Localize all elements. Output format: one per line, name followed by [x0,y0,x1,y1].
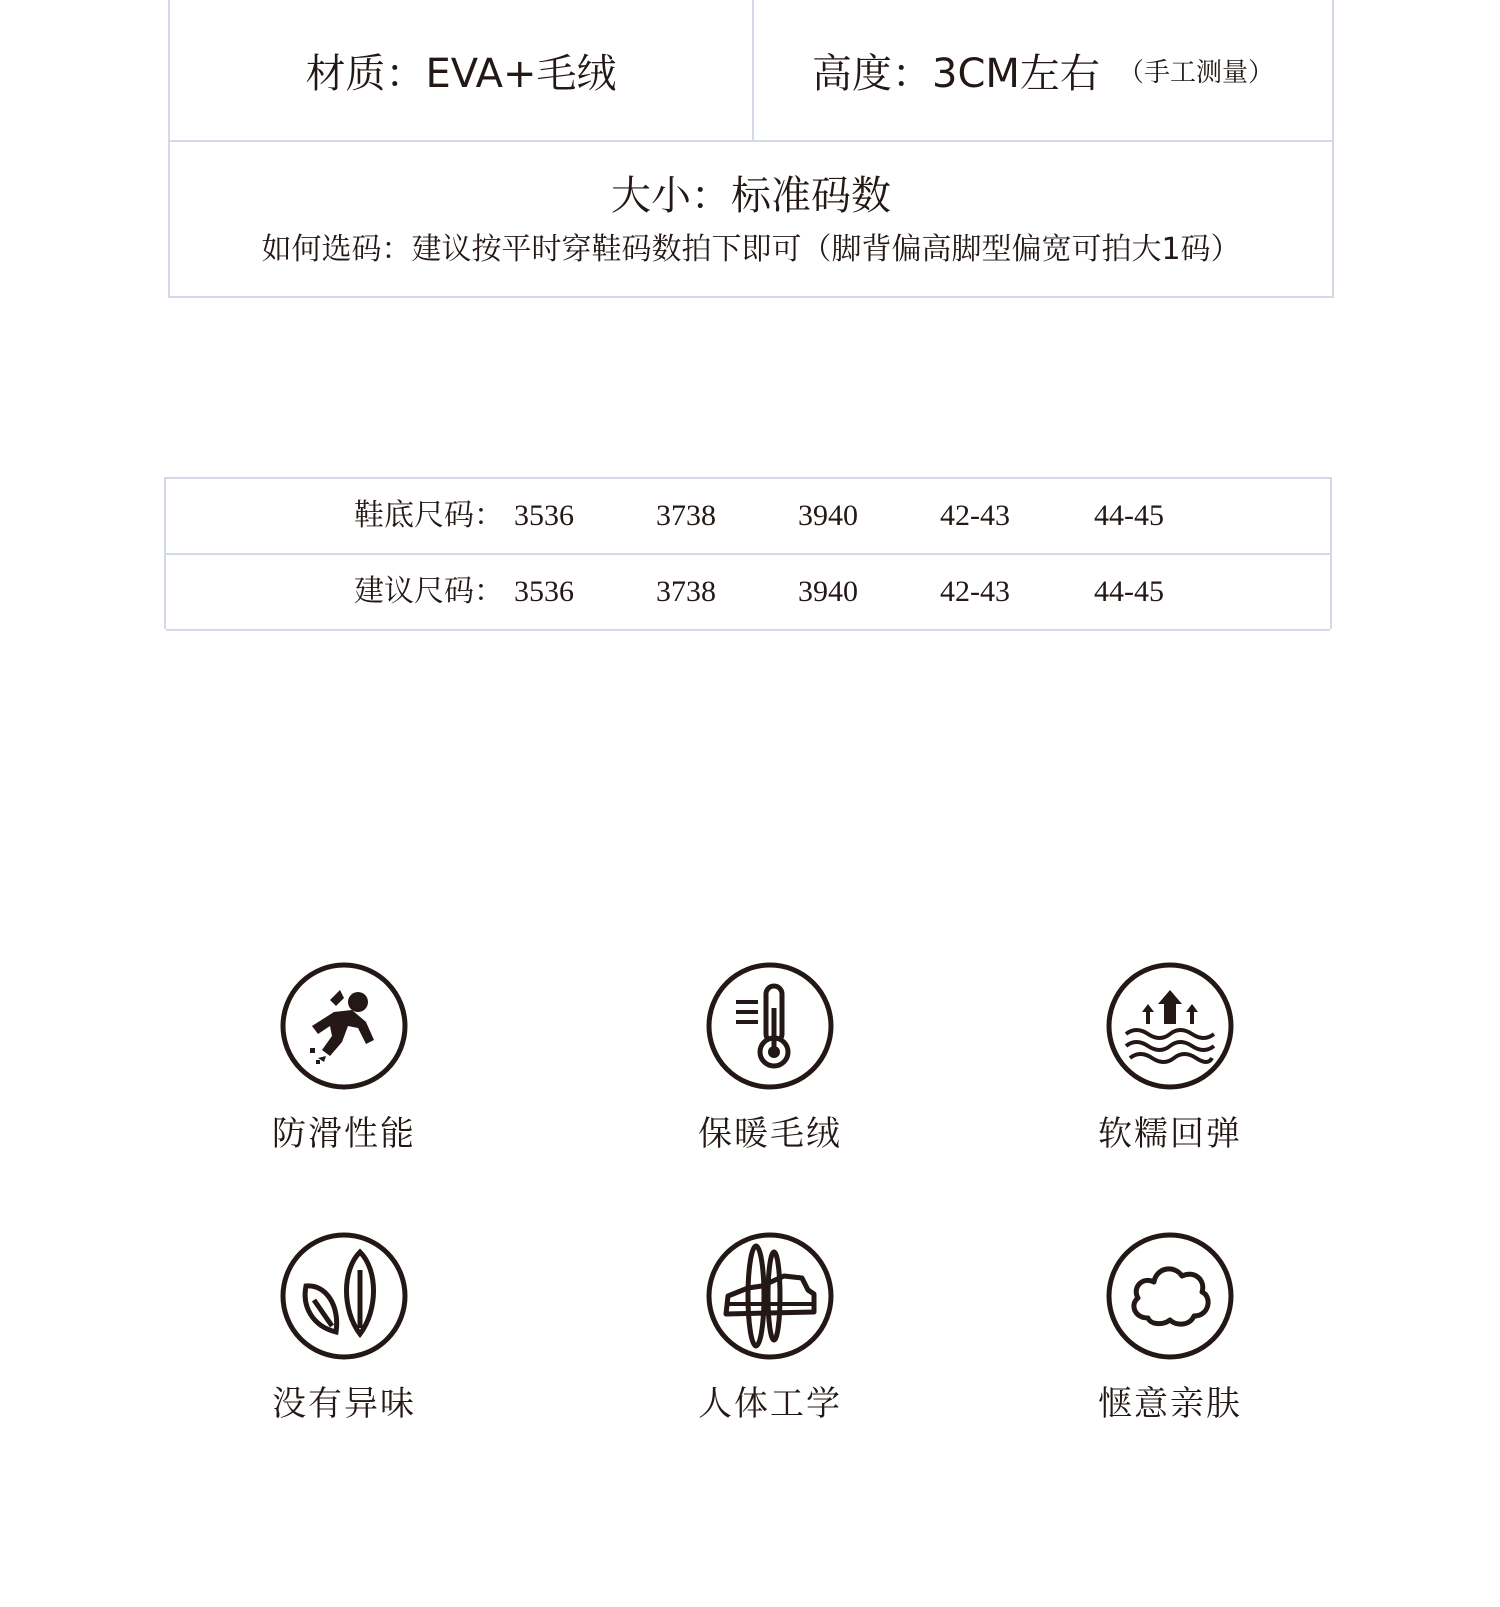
slip-icon [278,960,410,1092]
feature-label: 软糯回弹 [1098,1114,1242,1154]
feature-skin-friendly [1060,1230,1280,1426]
table-cell: 3738 [656,575,716,608]
rebound-icon [1104,960,1236,1092]
thermometer-icon [704,960,836,1092]
table-cell: 42-43 [940,499,1010,532]
table-cell: 3738 [656,499,716,532]
table-cell: 44-45 [1094,499,1164,532]
size-title: 大小：标准码数 [611,173,891,219]
feature-rebound [1060,960,1280,1156]
table-row [166,555,1330,631]
feature-anti-slip [234,960,454,1156]
feature-warm [660,960,880,1156]
spec-row-material-height [170,0,1332,142]
cotton-icon [1104,1230,1236,1362]
table-cell: 3940 [798,575,858,608]
feature-label: 人体工学 [698,1384,842,1424]
table-cell: 42-43 [940,575,1010,608]
feature-no-odor [234,1230,454,1426]
height-note: （手工测量） [1117,57,1274,88]
size-cell [170,142,1332,296]
feature-label: 防滑性能 [272,1114,416,1154]
material-cell [170,0,752,140]
feature-label: 没有异味 [272,1384,416,1424]
feature-label: 保暖毛绒 [698,1114,842,1154]
table-cell: 3536 [514,575,574,608]
feature-label: 惬意亲肤 [1098,1384,1242,1424]
height-text: 高度：3CM左右 [812,50,1100,97]
table-cell: 3940 [798,499,858,532]
table-row [166,479,1330,555]
feature-ergonomic [660,1230,880,1426]
size-tip: 如何选码：建议按平时穿鞋码数拍下即可（脚背偏高脚型偏宽可拍大1码） [261,232,1241,267]
leaf-icon [278,1230,410,1362]
table-cell: 3536 [514,499,574,532]
ergonomic-shoe-icon [704,1230,836,1362]
spec-table [168,0,1334,298]
height-cell [754,0,1332,140]
row-label: 建议尺码： [354,574,504,609]
table-cell: 44-45 [1094,575,1164,608]
row-label: 鞋底尺码： [354,498,504,533]
size-chart-table [164,477,1332,629]
material-text: 材质：EVA+毛绒 [305,50,617,97]
